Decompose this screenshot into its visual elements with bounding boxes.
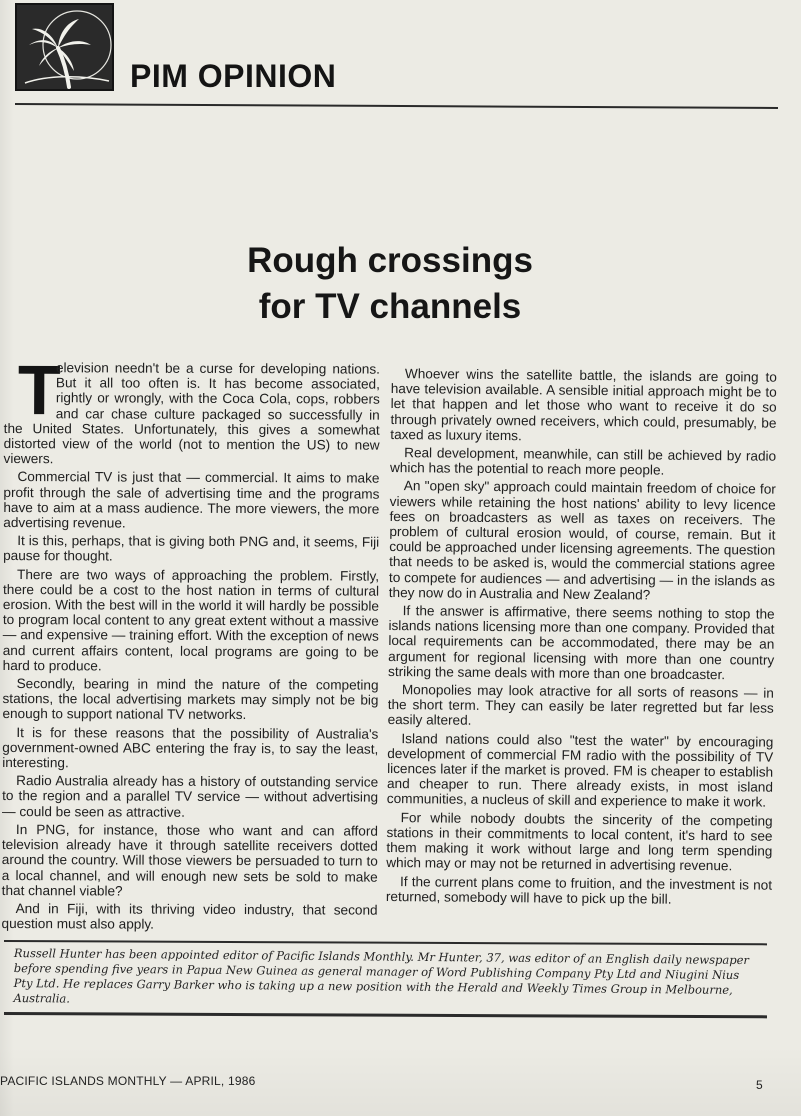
notice-bottom-rule	[4, 1012, 767, 1018]
article-paragraph: Island nations could also "test the water" by encouraging development of commercial FM radio with the possibility of TV licences later if the market is proved. FM is cheaper to establish and cheaper to run. There already exists, in most island communities, a nucleus of skill and experience to make it work.	[386, 730, 774, 811]
section-title: PIM OPINION	[130, 58, 337, 94]
article-paragraph: And in Fiji, with its thriving video industry, that second question must also apply.	[1, 900, 378, 932]
headline-line-1: Rough crossings	[247, 241, 533, 280]
drop-cap: T	[17, 351, 61, 430]
article-column-right	[386, 366, 777, 911]
article-paragraph: Real development, meanwhile, can still be achieved by radio which has the potential to reach more people.	[389, 445, 777, 478]
article-paragraph: There are two ways of approaching the problem. Firstly, there could be a cost to the host nation in terms of cultural erosion. With the best will in the world it will hardly be possible to program local content to any great extent without a massive — and expensive — training effort. With the exception of news and current affairs content, local programs are going to be hard to produce.	[2, 566, 380, 674]
notice-top-rule	[4, 940, 767, 945]
headline-line-2: for TV channels	[258, 287, 522, 326]
article-paragraph: If the answer is affirmative, there seems nothing to stop the islands nations licensing more than one company. Provided that local requirements can be accommodated, there may be an argument for regional licensing with more than one country striking the same deals with more than one broadcaster.	[387, 603, 775, 683]
header-rule	[15, 103, 778, 109]
article-headline	[200, 238, 580, 330]
paragraph-text: elevision needn't be a curse for developing nations. But it all too often is. It has become associated, rightly or wrongly, with the Coca Cola, cops, robbers and car chase culture packaged so successfully in the United States. Unfortunately, this gives a somewhat distorted view of the world (not to mention the US) to new viewers.	[3, 360, 380, 467]
article-paragraph: In PNG, for instance, those who want and can afford television already have it through satellite receivers dotted around the country. Will those viewers be persuaded to turn to a local channel, and will enough new sets be sold to make that channel viable?	[1, 821, 378, 899]
article-paragraph: Commercial TV is just that — commercial. It aims to make profit through the sale of advertising time and the programs have to aim at a mass audience. The more viewers, the more advertising revenue.	[3, 469, 380, 531]
article-paragraph: It is for these reasons that the possibility of Australia's government-owned ABC entering the fray is, to say the least, interesting.	[2, 724, 379, 771]
article-paragraph: If the current plans come to fruition, and the investment is not returned, somebody will have to pick up the bill.	[385, 873, 773, 907]
article-paragraph: Monopolies may look atractive for all sorts of reasons — in the short term. They can easily be later regretted but far less easily altered.	[387, 682, 774, 729]
page-number: 5	[756, 1078, 763, 1092]
article-paragraph: An "open sky" approach could maintain freedom of choice for viewers while retaining the host nations' ability to levy licence fees on broadcasters as well as taxes on receivers. The problem of cultural erosion would, of course, remain. But it could be approached under licensing agreements. The question that needs to be asked is, would the commercial stations agree to compete for audiences — and advertising — in the islands as they now do in Australia and New Zealand?	[388, 478, 776, 603]
editor-appointment-notice: Russell Hunter has been appointed editor of Pacific Islands Monthly. Mr Hunter, 37, was editor of an English daily newspaper before spending five years in Papua New Guinea as general manager of Word Publishing Company Pty Ltd and Niugini Nius Pty Ltd. He replaces Garry Barker who is taking up a new position with the Herald and Weekly Times Group in Melbourne, Australia.	[13, 946, 749, 1006]
palm-tree-logo-icon	[15, 3, 114, 91]
article-paragraph: Secondly, bearing in mind the nature of the competing stations, the local advertising markets may simply not be big enough to support national TV networks.	[2, 676, 379, 723]
article-paragraph: Radio Australia already has a history of outstanding service to the region and a parallel TV service — without advertising — could be seen as attractive.	[1, 773, 379, 820]
publication-footer: PACIFIC ISLANDS MONTHLY — APRIL, 1986	[0, 1074, 256, 1088]
article-paragraph	[3, 351, 380, 468]
article-paragraph: For while nobody doubts the sincerity of the competing stations in their commitments to local content, it's hard to see them making it work without large and long term spending which may or may not be returned in advertising revenue.	[386, 809, 773, 874]
article-column-left	[1, 351, 380, 936]
article-paragraph: It is this, perhaps, that is giving both PNG and, it seems, Fiji pause for thought.	[3, 533, 380, 564]
article-paragraph: Whoever wins the satellite battle, the islands are going to have television available. A sensible initial approach might be to let that happen and let those who want to receive it do so through privately owned receivers, which could, presumably, be taxed as luxury items.	[390, 366, 777, 444]
